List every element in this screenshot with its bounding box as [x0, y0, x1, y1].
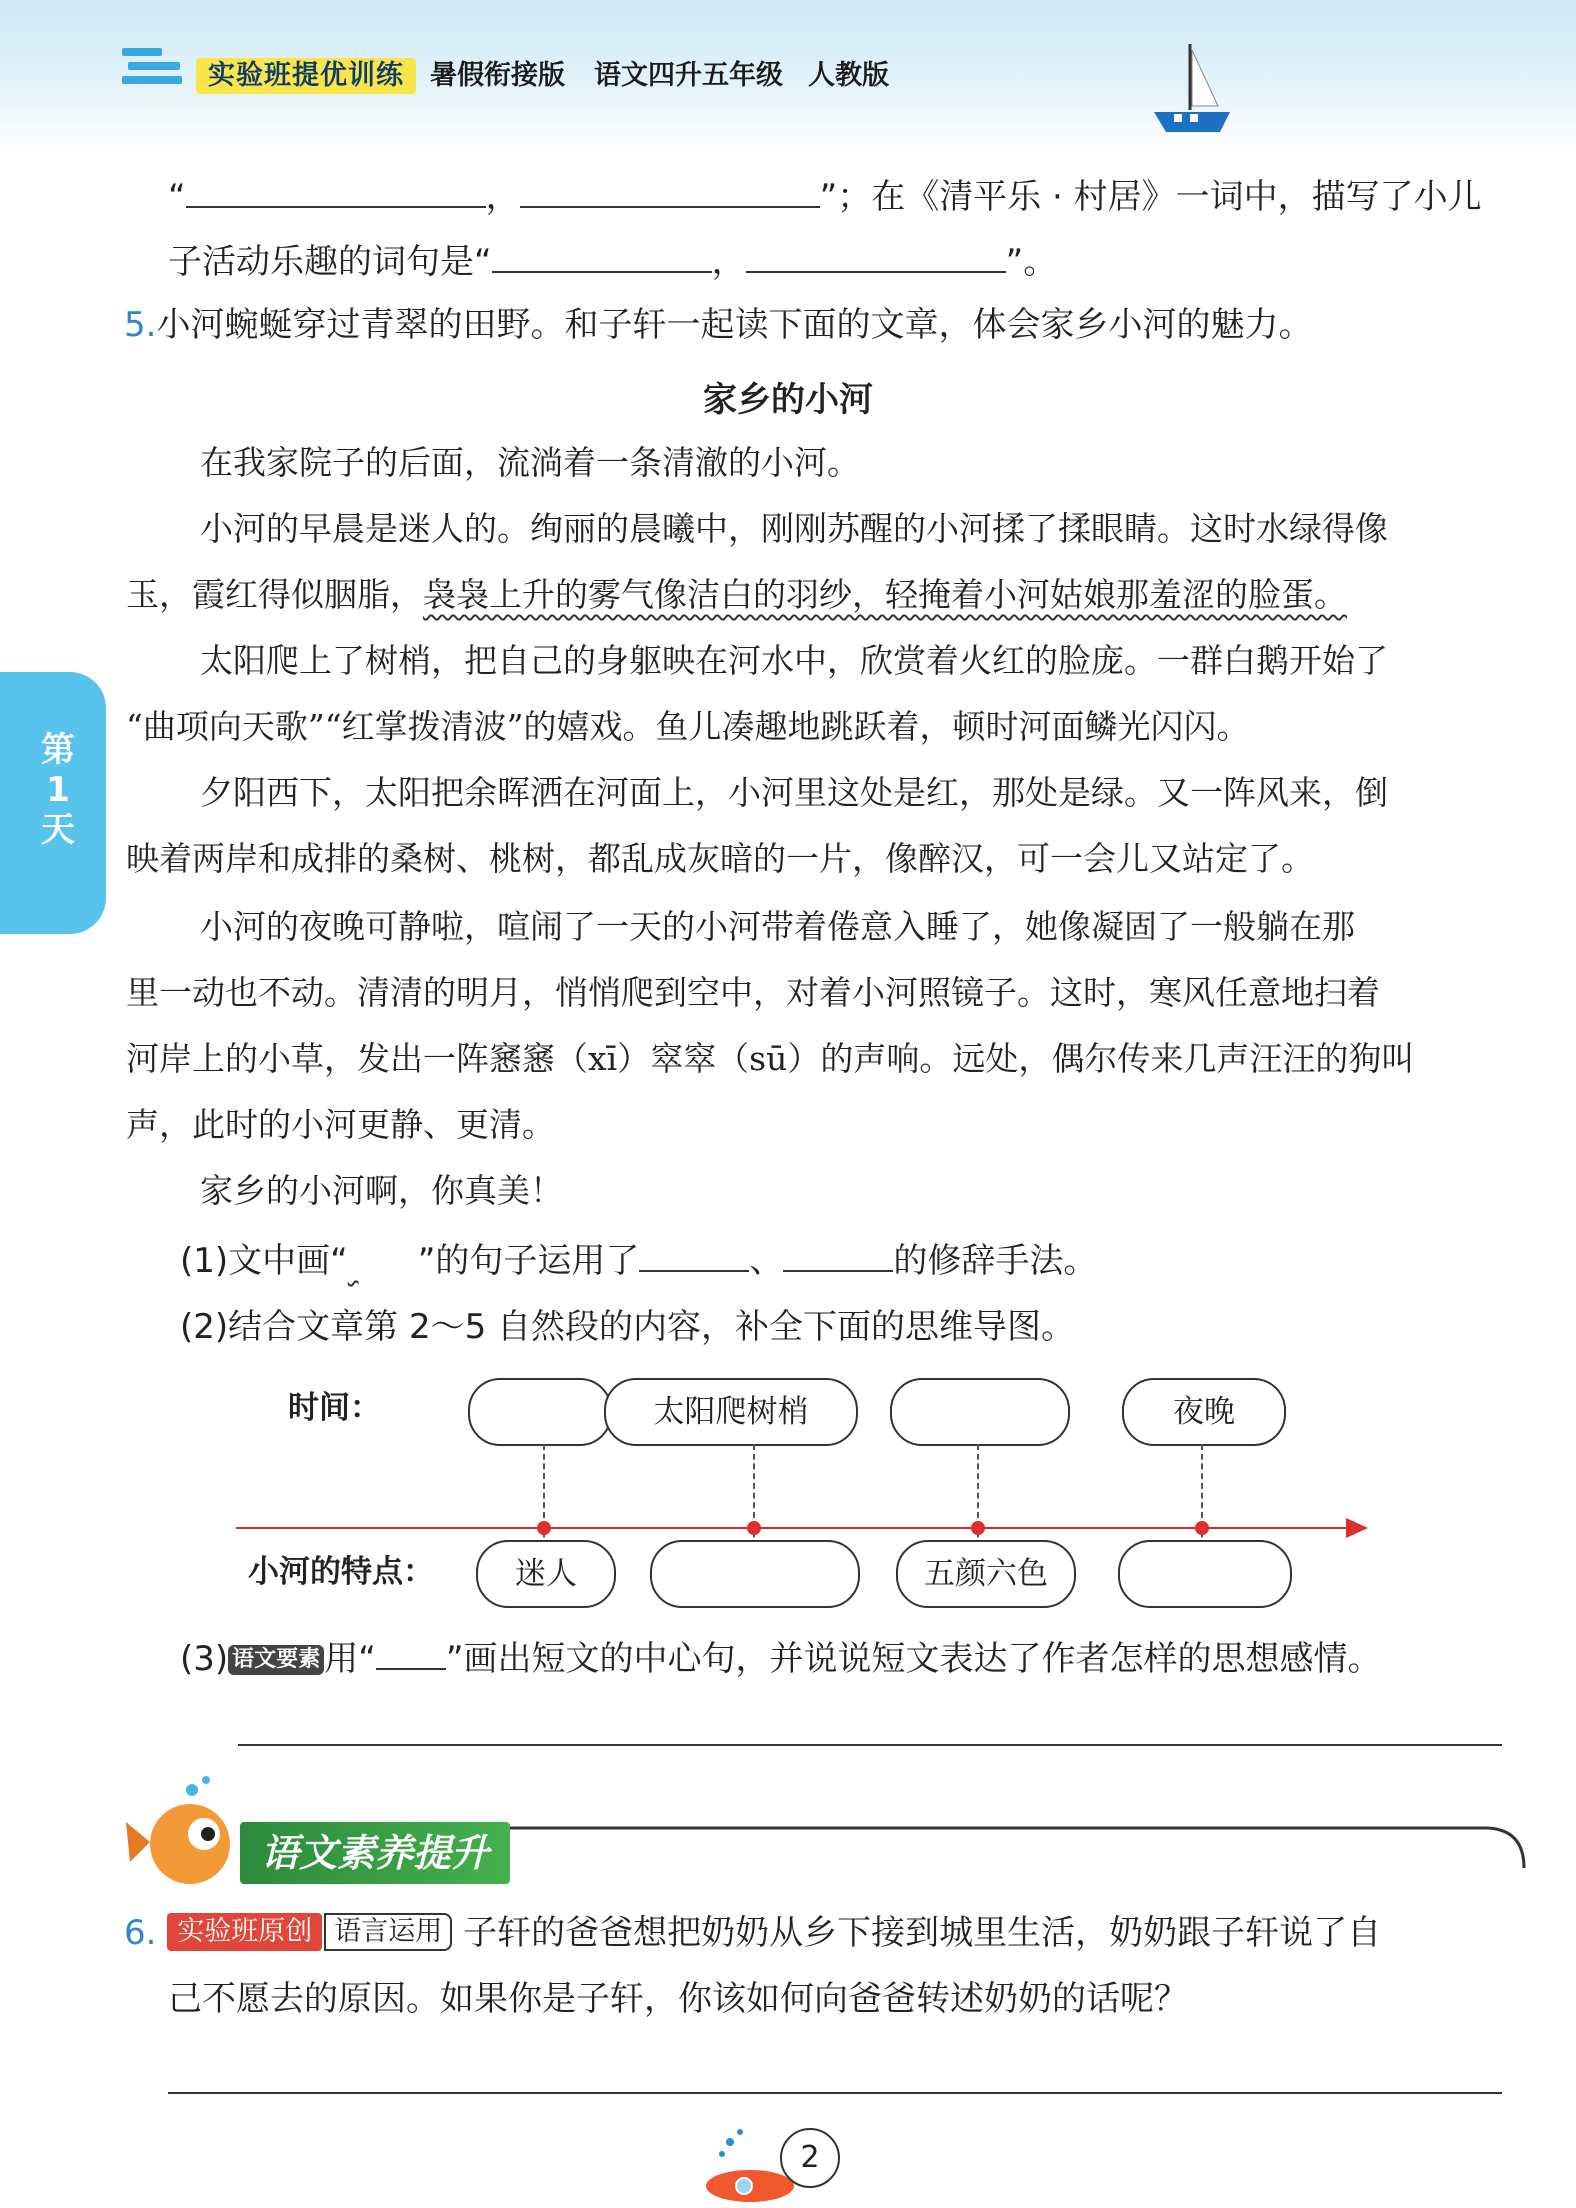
answer-line[interactable]	[168, 2092, 1502, 2094]
prev-question-line-2	[168, 237, 1057, 285]
article-paragraph-2-line-2	[126, 572, 1347, 618]
edition-name: 人教版	[808, 60, 889, 91]
wavy-underlined-sentence: 袅袅上升的雾气像洁白的羽纱，轻掩着小河姑娘那羞涩的脸蛋。	[423, 575, 1347, 614]
sub-question-text: 的修辞手法。	[893, 1241, 1098, 1281]
answer-blank[interactable]	[492, 237, 712, 273]
yuwen-yaosu-tag	[228, 1645, 324, 1675]
mindmap-feature-box-3: 五颜六色	[896, 1540, 1076, 1608]
mindmap-time-box-1[interactable]	[468, 1378, 612, 1446]
question-text: 小河蜿蜒穿过青翠的田野。和子轩一起读下面的文章，体会家乡小河的魅力。	[156, 305, 1313, 345]
question-6-line-2: 己不愿去的原因。如果你是子轩，你该如何向爸爸转述奶奶的话呢？	[168, 1979, 1188, 2019]
mindmap-feature-box-4[interactable]	[1118, 1540, 1292, 1608]
sub-question-text: (3)	[180, 1639, 229, 1679]
answer-blank[interactable]	[746, 237, 1006, 273]
question-text: 子轩的爸爸想把奶奶从乡下接到城里生活，奶奶跟子轩说了自	[463, 1913, 1382, 1953]
comma: ，	[711, 242, 746, 282]
comma: ，	[485, 177, 520, 217]
answer-line[interactable]	[238, 1744, 1502, 1746]
sub-question-1	[180, 1236, 1097, 1284]
timeline-dot	[1195, 1521, 1209, 1535]
article-paragraph-2-line-1: 小河的早晨是迷人的。绚丽的晨曦中，刚刚苏醒的小河揉了揉眼睛。这时水绿得像	[200, 509, 1388, 548]
article-paragraph-5-line-2: 里一动也不动。清清的明月，悄悄爬到空中，对着小河照镜子。这时，寒风任意地扫着	[126, 973, 1380, 1012]
sub-question-text: (1)文中画“	[180, 1241, 348, 1281]
sub-question-2: (2)结合文章第 2～5 自然段的内容，补全下面的思维导图。	[180, 1307, 1076, 1347]
mascot-fish-icon	[122, 1772, 242, 1892]
sub-question-text: 用“	[324, 1639, 376, 1679]
article-paragraph-5-line-3: 河岸上的小草，发出一阵窸窸（xī）窣窣（sū）的声响。远处，偶尔传来几声汪汪的狗叫	[126, 1039, 1415, 1078]
question-number: 5.	[124, 305, 157, 345]
answer-blank[interactable]	[520, 172, 820, 208]
series-name: 暑假衔接版	[430, 60, 565, 91]
tag-char: 要	[276, 1647, 299, 1672]
mindmap-feature-label: 小河的特点：	[248, 1554, 434, 1590]
article-paragraph-5-line-4: 声，此时的小河更静、更清。	[126, 1105, 555, 1144]
page-number: 2	[780, 2128, 840, 2188]
section-divider	[498, 1818, 1528, 1878]
mindmap-time-label: 时间：	[288, 1390, 381, 1426]
brand-name: 实验班提优训练	[196, 58, 416, 94]
article-paragraph-6: 家乡的小河啊，你真美！	[200, 1171, 563, 1210]
mindmap-feature-box-1: 迷人	[476, 1540, 616, 1608]
section-title: 语文素养提升	[240, 1822, 510, 1884]
timeline-dot	[971, 1521, 985, 1535]
day-tab-label: 第1天	[41, 730, 75, 850]
straight-line-sample	[376, 1634, 446, 1670]
timeline-dot	[747, 1521, 761, 1535]
answer-blank[interactable]	[639, 1236, 749, 1272]
mindmap-feature-box-2[interactable]	[650, 1540, 860, 1608]
question-6-line-1	[124, 1910, 1381, 1956]
article-paragraph-5-line-1: 小河的夜晚可静啦，喧闹了一天的小河带着倦意入睡了，她像凝固了一般躺在那	[200, 907, 1355, 946]
wavy-line-sample	[348, 1238, 418, 1284]
article-paragraph-3-line-2: “曲项向天歌”“红掌拨清波”的嬉戏。鱼儿凑趣地跳跃着，顿时河面鳞光闪闪。	[126, 707, 1250, 746]
sailboat-icon	[1140, 40, 1240, 140]
open-quote: “	[168, 177, 186, 217]
original-tag: 实验班原创	[167, 1913, 322, 1951]
article-paragraph-3-line-1: 太阳爬上了树梢，把自己的身躯映在河水中，欣赏着火红的脸庞。一群白鹅开始了	[200, 641, 1388, 680]
prev-question-line-1	[168, 172, 1482, 220]
close-quote: ”。	[1005, 242, 1058, 282]
answer-blank[interactable]	[783, 1236, 893, 1272]
sub-question-text: ”画出短文的中心句，并说说短文表达了作者怎样的思想感情。	[445, 1639, 1382, 1679]
prev-question-text: ”；在《清平乐 · 村居》一词中，描写了小儿	[819, 177, 1482, 217]
grade-name: 语文四升五年级	[594, 60, 783, 91]
prev-question-text: 子活动乐趣的词句是“	[168, 242, 492, 282]
tag-char: 语	[232, 1647, 255, 1672]
answer-blank[interactable]	[186, 172, 486, 208]
question-5-prompt	[124, 302, 1312, 348]
brand-logo-icon	[118, 44, 198, 90]
sub-question-text: ”的句子运用了	[417, 1241, 640, 1281]
question-number: 6.	[124, 1913, 157, 1953]
plain-text: 玉，霞红得似胭脂，	[126, 575, 423, 614]
article-paragraph-4-line-1: 夕阳西下，太阳把余晖洒在河面上，小河里这处是红，那处是绿。又一阵风来，倒	[200, 773, 1388, 812]
sub-question-3	[180, 1634, 1381, 1682]
mindmap-time-box-3[interactable]	[890, 1378, 1070, 1446]
category-tag: 语言运用	[324, 1913, 452, 1951]
timeline-dot	[537, 1521, 551, 1535]
timeline-arrow-icon	[1346, 1518, 1368, 1538]
mindmap-timeline	[236, 1527, 1352, 1529]
separator: 、	[749, 1241, 784, 1281]
mindmap-time-box-2: 太阳爬树梢	[604, 1378, 858, 1446]
article-title: 家乡的小河	[703, 380, 873, 420]
mindmap-time-box-4: 夜晚	[1122, 1378, 1286, 1446]
tag-char: 素	[298, 1647, 321, 1672]
article-paragraph-4-line-2: 映着两岸和成排的桑树、桃树，都乱成灰暗的一片，像醉汉，可一会儿又站定了。	[126, 839, 1314, 878]
article-paragraph-1: 在我家院子的后面，流淌着一条清澈的小河。	[200, 443, 860, 482]
tag-char: 文	[254, 1647, 277, 1672]
